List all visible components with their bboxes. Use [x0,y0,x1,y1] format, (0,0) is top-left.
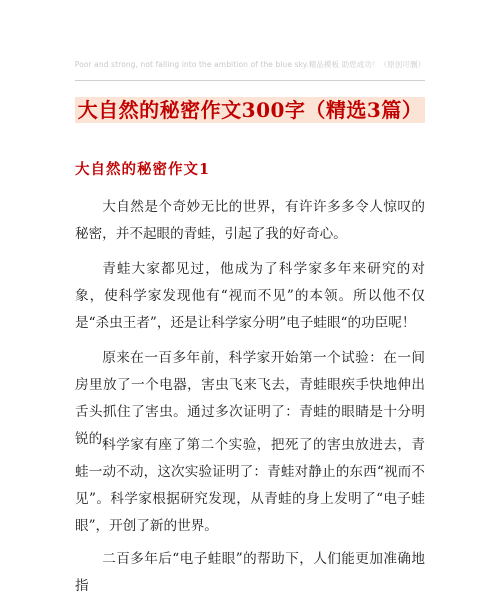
document-title [0,97,500,125]
paragraph [75,256,425,337]
document-title-text: 大自然的秘密作文300字（精选3篇） [75,97,426,123]
section-heading: 大自然的秘密作文1 [75,161,211,178]
header-divider [75,80,425,81]
paragraph [75,194,425,248]
paragraph [75,546,425,600]
paragraph-text: 大自然是个奇妙无比的世界，有许许多多令人惊叹的秘密，并不起眼的青蛙，引起了我的好奇心。 [75,199,425,242]
paragraph [75,432,425,540]
header-note: Poor and strong, not falling into the ambition of the blue sky.精品模板 助您成功！（原创可删） [74,60,426,69]
paragraph-text: 二百多年后“电子蛙眼”的帮助下，人们能更加准确地指 [75,551,425,594]
paragraph-text: 原来在一百多年前，科学家开始第一个试验：在一间房里放了一个电器，害虫飞来飞去，青蛙眼疾手快地伸出舌头抓住了害虫。通过多次证明了：青蛙的眼睛是十分明锐的。 [75,350,425,447]
paragraph-text: 青蛙大家都见过，他成为了科学家多年来研究的对象，使科学家发现他有“视而不见”的本领。所以他不仅是“杀虫王者”，还是让科学家分明”电子蛙眼“的功臣呢！ [75,261,425,331]
paragraph-text: 科学家有座了第二个实验，把死了的害虫放进去，青蛙一动不动，这次实验证明了：青蛙对静止的东西“视而不见”。科学家根据研究发现，从青蛙的身上发明了“电子蛙眼”，开创了新的世界。 [75,437,425,534]
